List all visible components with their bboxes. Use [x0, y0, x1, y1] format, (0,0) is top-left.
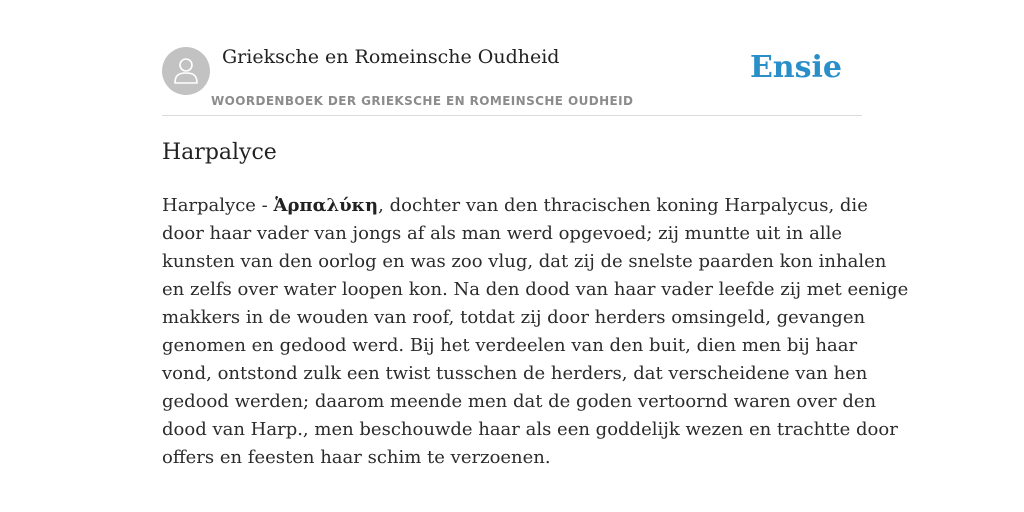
entry-line: vond, ontstond zulk een twist tusschen de herders, dat verscheidene van hen — [162, 363, 868, 384]
entry-line-text: , dochter van den thracischen koning Harpalycus, die — [378, 195, 868, 216]
entry-body — [162, 192, 909, 472]
entry-line: en zelfs over water loopen kon. Na den dood van haar vader leefde zij met eenige — [162, 279, 909, 300]
entry-line: door haar vader van jongs af als man werd opgevoed; zij muntte uit in alle — [162, 223, 843, 244]
entry-line: kunsten van den oorlog en was zoo vlug, dat zij de snelste paarden kon inhalen — [162, 251, 887, 272]
brand-logo[interactable]: Ensie — [749, 50, 842, 85]
avatar[interactable] — [162, 47, 210, 95]
entry-title: Harpalyce — [162, 140, 277, 165]
source-title[interactable]: Grieksche en Romeinsche Oudheid — [222, 46, 560, 68]
entry-line: dood van Harp., men beschouwde haar als een goddelijk wezen en trachtte door — [162, 419, 898, 440]
entry-line: genomen en gedood werd. Bij het verdeelen van den buit, dien men bij haar — [162, 335, 858, 356]
source-subtitle: WOORDENBOEK DER GRIEKSCHE EN ROMEINSCHE OUDHEID — [211, 94, 634, 108]
entry-line: gedood werden; daarom meende men dat de goden vertoornd waren over den — [162, 391, 877, 412]
entry-line — [162, 192, 882, 220]
source-header — [162, 46, 862, 116]
greek-term: Ἁρπαλύκη — [273, 195, 379, 216]
entry-line: makkers in de wouden van roof, totdat zij door herders omsingeld, gevangen — [162, 307, 866, 328]
entry-lead: Harpalyce - — [162, 195, 274, 216]
user-icon — [174, 57, 198, 85]
entry-line: offers en feesten haar schim te verzoenen. — [162, 447, 551, 468]
